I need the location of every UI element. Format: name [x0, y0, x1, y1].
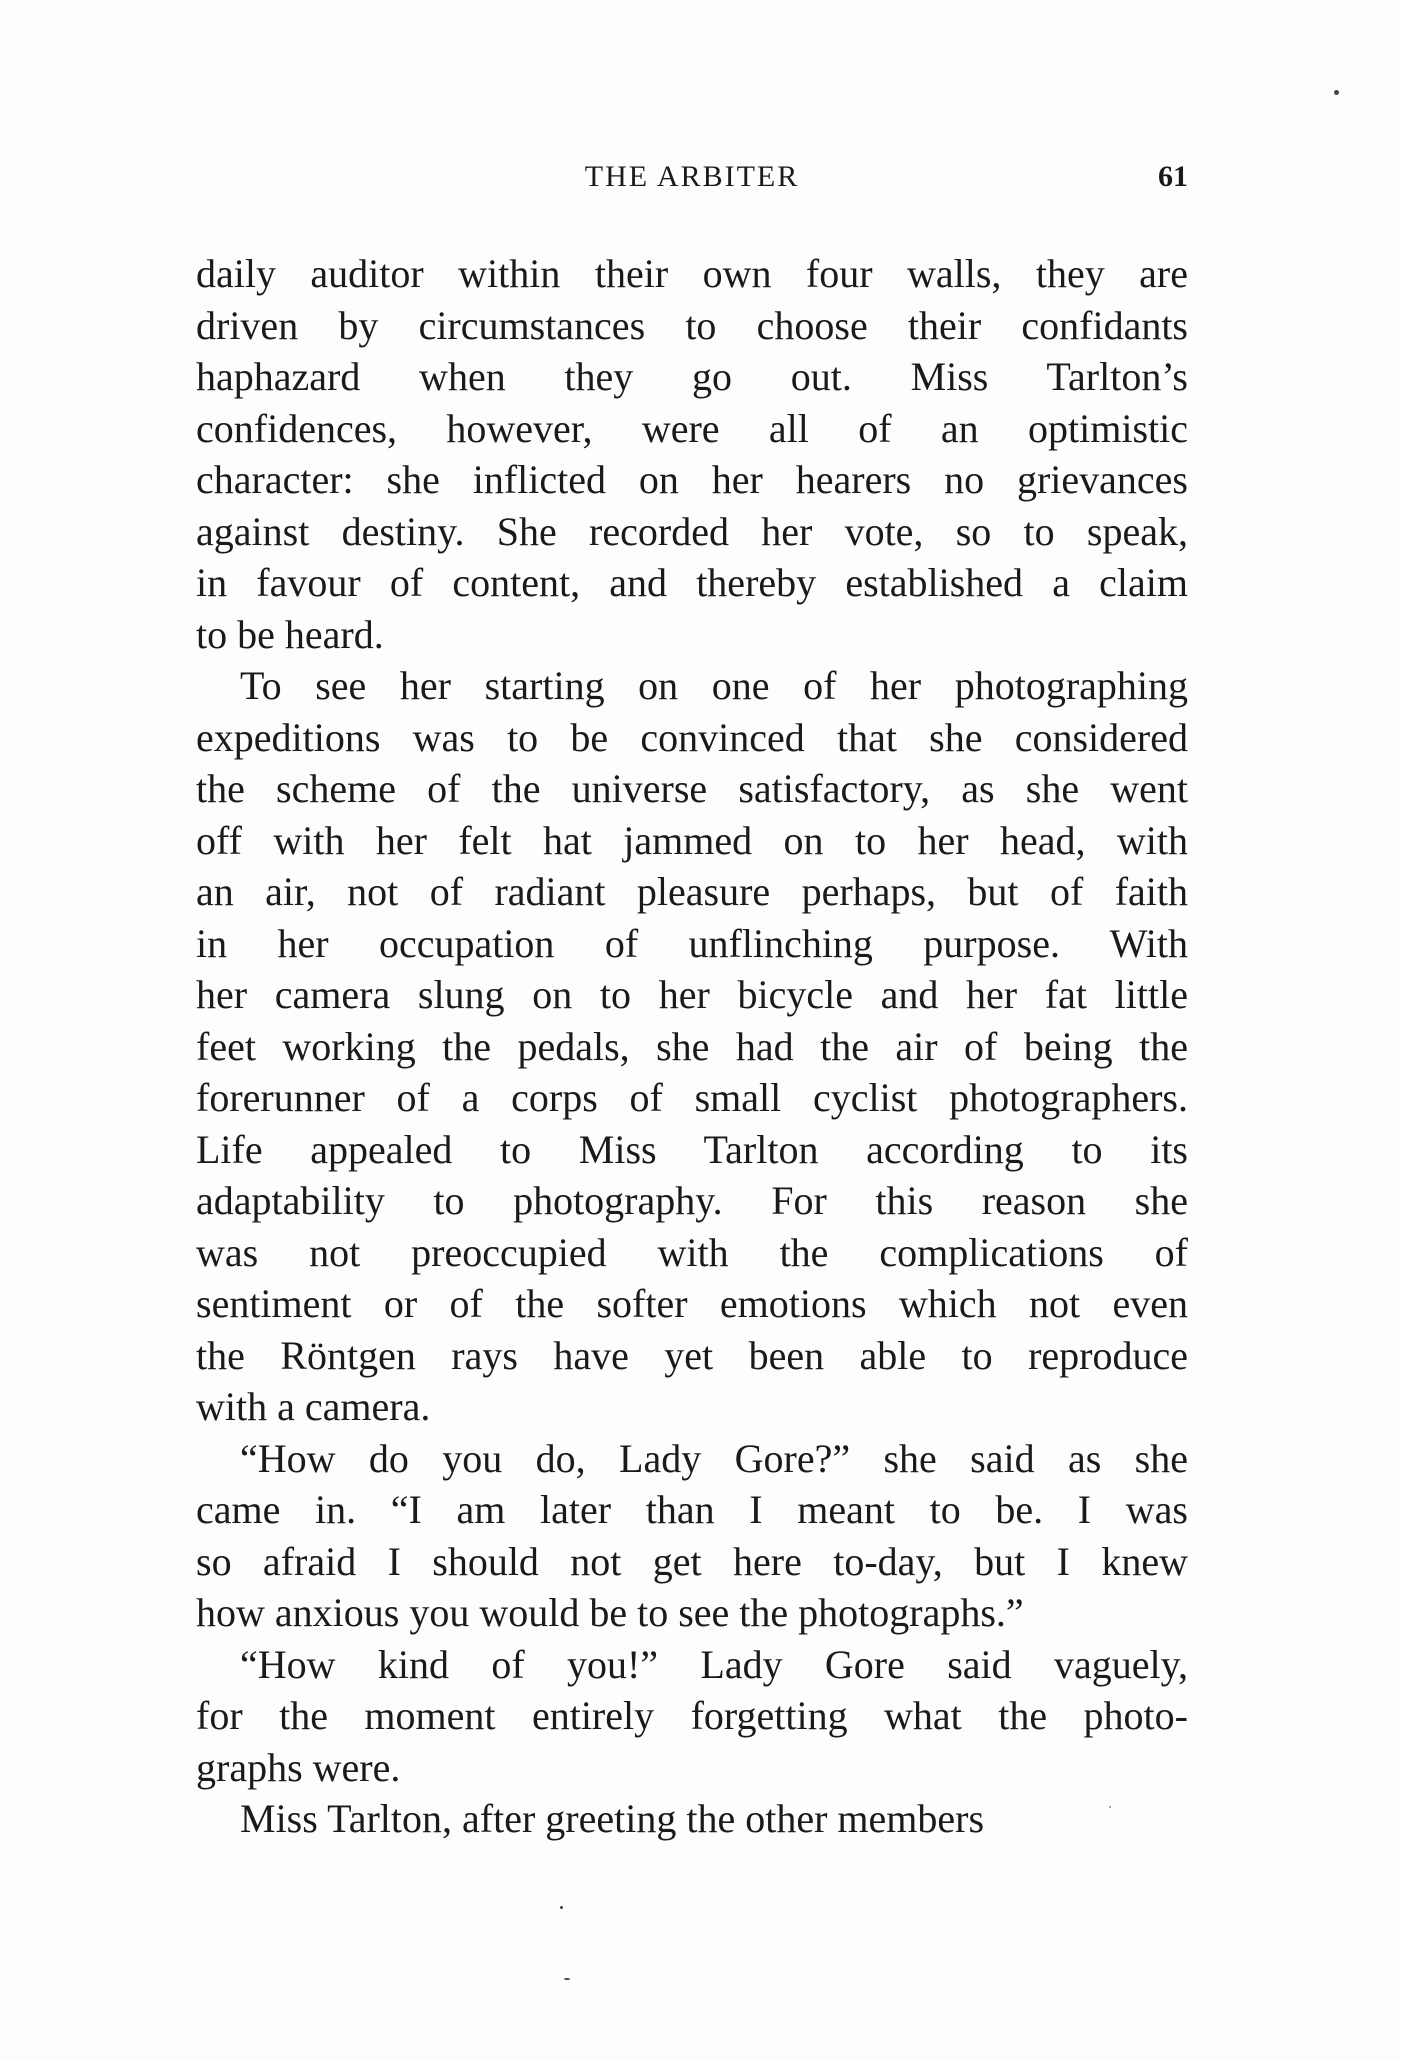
text-line: sentiment or of the softer emotions which not even: [196, 1281, 1188, 1326]
text-line: expeditions was to be convinced that she considered: [196, 714, 1188, 760]
paragraph: [196, 1793, 1188, 1845]
text-line: was not preoccupied with the complications of: [196, 1229, 1188, 1275]
body-text: [196, 248, 1188, 1845]
scan-speck: [564, 1978, 570, 1980]
paragraph: [196, 248, 1188, 660]
running-title: THE ARBITER: [584, 160, 800, 193]
scan-speck: [1334, 90, 1339, 95]
text-line: in favour of content, and thereby established a claim: [196, 560, 1188, 605]
text-line: her camera slung on to her bicycle and her fat little: [196, 972, 1188, 1017]
text-line: haphazard when they go out. Miss Tarlton’s: [196, 354, 1188, 399]
text-line: an air, not of radiant pleasure perhaps, but of faith: [196, 869, 1188, 914]
text-line: graphs were.: [196, 1744, 401, 1790]
paragraph: [196, 660, 1188, 1433]
text-line: how anxious you would be to see the photographs.”: [196, 1590, 1024, 1635]
text-line: feet working the pedals, she had the air of being the: [196, 1023, 1188, 1069]
text-line: Miss Tarlton, after greeting the other members: [240, 1796, 985, 1841]
text-line: with a camera.: [196, 1384, 431, 1429]
paragraph: [196, 1433, 1188, 1639]
text-line: off with her felt hat jammed on to her head, with: [196, 817, 1188, 863]
scan-speck: [1109, 1806, 1111, 1808]
text-line: so afraid I should not get here to-day, but I knew: [196, 1538, 1188, 1584]
page-number: 61: [1158, 160, 1188, 193]
text-line: daily auditor within their own four walls, they are: [196, 251, 1188, 296]
text-line: Life appealed to Miss Tarlton according to its: [196, 1126, 1188, 1172]
text-line: character: she inflicted on her hearers no grievances: [196, 457, 1188, 502]
text-line: the Röntgen rays have yet been able to reproduce: [196, 1332, 1188, 1378]
text-line: “How kind of you!” Lady Gore said vaguely,: [240, 1641, 1188, 1687]
text-line: “How do you do, Lady Gore?” she said as she: [240, 1435, 1188, 1481]
text-line: in her occupation of unflinching purpose. With: [196, 920, 1188, 966]
text-line: came in. “I am later than I meant to be. I was: [196, 1487, 1188, 1532]
scan-speck: [560, 1906, 563, 1909]
text-line: driven by circumstances to choose their confidants: [196, 302, 1188, 348]
text-line: to be heard.: [196, 611, 384, 657]
paragraph: [196, 1639, 1188, 1794]
text-line: confidences, however, were all of an optimistic: [196, 405, 1188, 451]
text-line: the scheme of the universe satisfactory, as she went: [196, 766, 1188, 811]
text-line: adaptability to photography. For this reason she: [196, 1178, 1188, 1223]
text-line: for the moment entirely forgetting what the photo-: [196, 1693, 1188, 1738]
text-line: To see her starting on one of her photographing: [240, 663, 1188, 708]
running-head: [196, 160, 1188, 204]
text-line: against destiny. She recorded her vote, so to speak,: [196, 508, 1188, 554]
text-line: forerunner of a corps of small cyclist photographers.: [196, 1075, 1188, 1120]
